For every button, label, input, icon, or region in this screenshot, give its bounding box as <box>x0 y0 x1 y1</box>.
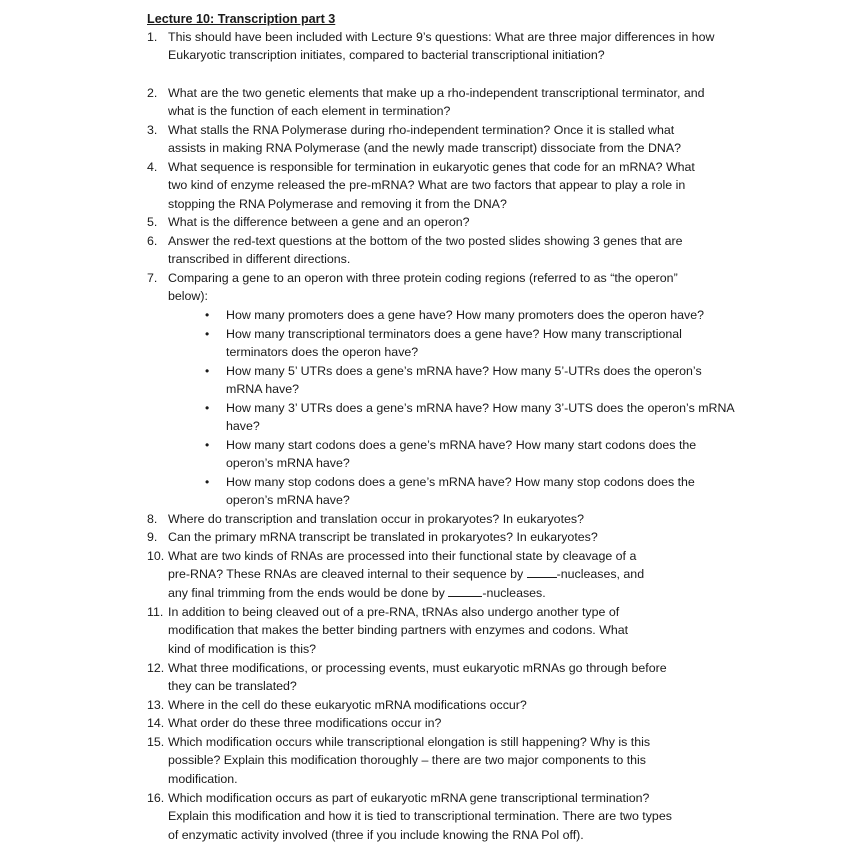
question-number: 4. <box>147 160 158 174</box>
bullet-text: terminators does the operon have? <box>226 345 419 359</box>
question-number: 3. <box>147 123 158 137</box>
fill-in-blank <box>448 585 482 597</box>
question-text: Which modification occurs as part of eukaryotic mRNA gene transcriptional termination? <box>168 791 650 805</box>
question-text: In addition to being cleaved out of a pre-RNA, tRNAs also undergo another type of <box>168 605 620 619</box>
question-number: 6. <box>147 234 158 248</box>
question-text: assists in making RNA Polymerase (and the newly made transcript) dissociate from the DNA? <box>168 141 682 155</box>
bullet-text: operon’s mRNA have? <box>226 456 350 470</box>
question-text: kind of modification is this? <box>168 642 317 656</box>
bullet-text: have? <box>226 419 260 433</box>
question-number: 15. <box>147 735 165 749</box>
question-text <box>168 584 546 602</box>
question-text: what is the function of each element in termination? <box>168 104 451 118</box>
question-text: below): <box>168 289 208 303</box>
bullet-text: How many promoters does a gene have? How many promoters does the operon have? <box>226 308 704 322</box>
question-number: 9. <box>147 530 158 544</box>
question-text: Eukaryotic transcription initiates, compared to bacterial transcriptional initiation? <box>168 48 605 62</box>
question-number: 1. <box>147 30 158 44</box>
question-number: 5. <box>147 215 158 229</box>
question-text-part: pre-RNA? These RNAs are cleaved internal to their sequence by <box>168 567 527 581</box>
question-text: they can be translated? <box>168 679 297 693</box>
question-number: 14. <box>147 716 165 730</box>
question-text-part: -nucleases. <box>482 586 546 600</box>
question-text: Comparing a gene to an operon with three protein coding regions (referred to as “the operon” <box>168 271 678 285</box>
question-number: 2. <box>147 86 158 100</box>
question-text: Can the primary mRNA transcript be translated in prokaryotes? In eukaryotes? <box>168 530 598 544</box>
question-text: stopping the RNA Polymerase and removing it from the DNA? <box>168 197 507 211</box>
question-text: Where in the cell do these eukaryotic mRNA modifications occur? <box>168 698 527 712</box>
question-text: What stalls the RNA Polymerase during rho-independent termination? Once it is stalled what <box>168 123 675 137</box>
bullet-icon: • <box>205 475 210 489</box>
question-number: 7. <box>147 271 158 285</box>
question-number: 12. <box>147 661 165 675</box>
bullet-text: How many stop codons does a gene’s mRNA have? How many stop codons does the <box>226 475 695 489</box>
question-text: Answer the red-text questions at the bottom of the two posted slides showing 3 genes that are <box>168 234 683 248</box>
bullet-text: How many start codons does a gene’s mRNA have? How many start codons does the <box>226 438 697 452</box>
bullet-icon: • <box>205 401 210 415</box>
question-text: What are the two genetic elements that make up a rho-independent transcriptional terminator, and <box>168 86 705 100</box>
question-text: Explain this modification and how it is tied to transcriptional termination. There are two types <box>168 809 672 823</box>
bullet-text: mRNA have? <box>226 382 300 396</box>
question-number: 13. <box>147 698 165 712</box>
question-text: two kind of enzyme released the pre-mRNA? What are two factors that appear to play a role in <box>168 178 686 192</box>
question-text: Where do transcription and translation occur in prokaryotes? In eukaryotes? <box>168 512 584 526</box>
question-text: This should have been included with Lecture 9’s questions: What are three major differences in how <box>168 30 715 44</box>
bullet-text: How many transcriptional terminators does a gene have? How many transcriptional <box>226 327 682 341</box>
question-number: 8. <box>147 512 158 526</box>
question-text <box>168 565 644 583</box>
question-text: modification that makes the better binding partners with enzymes and codons. What <box>168 623 629 637</box>
question-text: What sequence is responsible for termination in eukaryotic genes that code for an mRNA? What <box>168 160 695 174</box>
bullet-icon: • <box>205 308 210 322</box>
bullet-icon: • <box>205 327 210 341</box>
fill-in-blank <box>527 566 557 578</box>
question-number: 11. <box>147 605 164 619</box>
question-text: modification. <box>168 772 238 786</box>
bullet-text: How many 3’ UTRs does a gene’s mRNA have? How many 3’-UTS does the operon’s mRNA <box>226 401 735 415</box>
question-text-part: any final trimming from the ends would be done by <box>168 586 449 600</box>
question-text: What is the difference between a gene and an operon? <box>168 215 470 229</box>
question-number: 10. <box>147 549 165 563</box>
question-text: transcribed in different directions. <box>168 252 351 266</box>
bullet-icon: • <box>205 364 210 378</box>
question-text-part: -nucleases, and <box>556 567 645 581</box>
bullet-text: operon’s mRNA have? <box>226 493 350 507</box>
bullet-text: How many 5’ UTRs does a gene’s mRNA have? How many 5’-UTRs does the operon’s <box>226 364 702 378</box>
question-text: of enzymatic activity involved (three if you include knowing the RNA Pol off). <box>168 828 584 842</box>
question-text: What are two kinds of RNAs are processed into their functional state by cleavage of a <box>168 549 637 563</box>
question-text: Which modification occurs while transcriptional elongation is still happening? Why is this <box>168 735 651 749</box>
question-text: possible? Explain this modification thoroughly – there are two major components to this <box>168 753 646 767</box>
bullet-icon: • <box>205 438 210 452</box>
question-text: What order do these three modifications occur in? <box>168 716 442 730</box>
question-number: 16. <box>147 791 165 805</box>
page-title: Lecture 10: Transcription part 3 <box>147 12 336 26</box>
question-text: What three modifications, or processing events, must eukaryotic mRNAs go through before <box>168 661 667 675</box>
